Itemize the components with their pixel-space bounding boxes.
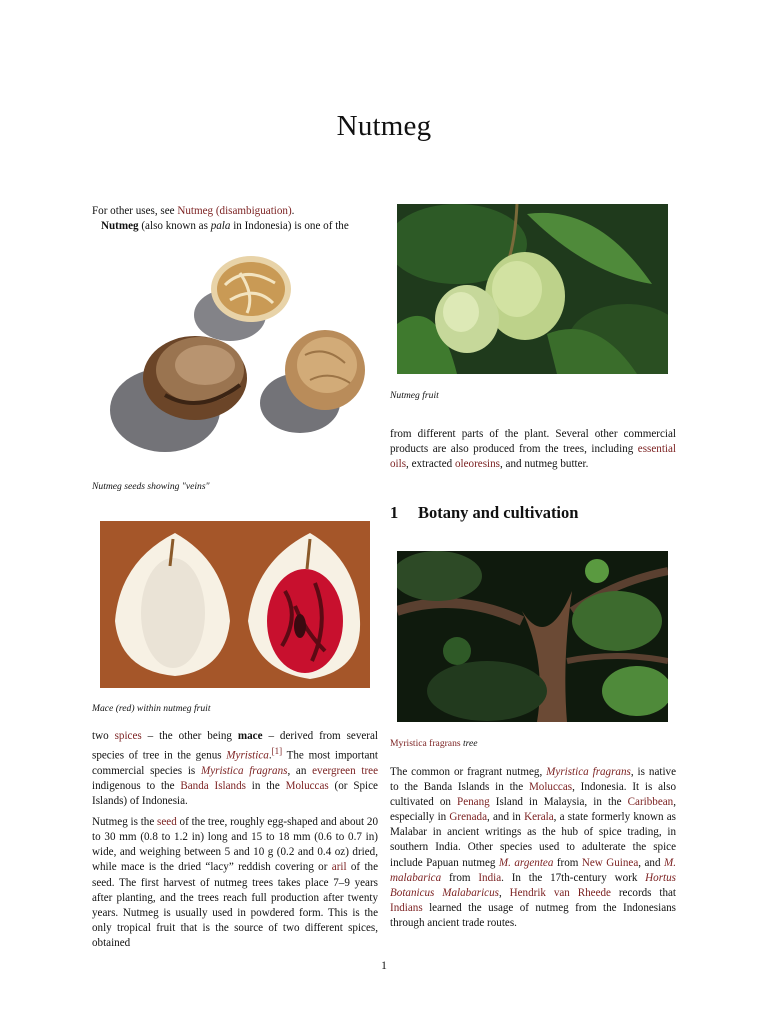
mace-term: mace: [237, 730, 263, 742]
myristica-fragrans-link-2[interactable]: Myristica fragrans: [546, 766, 631, 778]
body-paragraph-2: [92, 815, 378, 951]
body-paragraph-1: [92, 729, 378, 809]
text: (or Spice Islands) of Indonesia.: [92, 779, 378, 808]
right-continuation: [390, 427, 676, 472]
myristica-link[interactable]: Myristica: [226, 749, 269, 762]
section-title: Botany and cultivation: [418, 503, 579, 522]
text: – derived from several species of tree in the genus: [92, 730, 378, 762]
text: indigenous to the: [92, 779, 181, 792]
hatnote-suffix: .: [291, 205, 295, 217]
page-title: Nutmeg: [336, 110, 432, 142]
essential-oils-link[interactable]: essential oils: [390, 443, 676, 471]
penang-link[interactable]: Penang: [457, 796, 490, 809]
text: , Indonesia. It is also cultivated on: [390, 781, 676, 809]
reference-link[interactable]: [1]: [271, 746, 283, 757]
banda-islands-link[interactable]: Banda Islands: [180, 779, 246, 792]
van-rheede-link[interactable]: Hendrik van Rheede: [509, 886, 611, 899]
moluccas-link-2[interactable]: Moluccas: [528, 781, 573, 794]
text: Nutmeg is the: [92, 816, 158, 829]
indians-link[interactable]: Indians: [390, 901, 423, 914]
tree-image: [397, 551, 668, 722]
section-heading: [390, 503, 578, 523]
text: . In the 17th-century work: [501, 871, 646, 884]
moluccas-link[interactable]: Moluccas: [285, 779, 329, 792]
text: , a state formerly known as Malabar in ancient writings as the hub of spice trading, in southern India. Other species used to adulterate the spice include Papuan nutmeg: [390, 811, 676, 869]
hortus-link[interactable]: Hortus Botanicus Malabaricus: [390, 871, 676, 899]
aril-link[interactable]: aril: [331, 861, 347, 874]
caribbean-link[interactable]: Caribbean: [627, 796, 674, 809]
text: , and in: [487, 811, 525, 824]
text: , and nutmeg butter.: [499, 458, 589, 471]
caption-fruit: Nutmeg fruit: [390, 390, 439, 401]
myristica-fragrans-link[interactable]: Myristica fragrans: [200, 764, 288, 777]
text: from different parts of the plant. Several other commercial products are also produced from the trees, including: [390, 428, 676, 456]
text: , especially in: [390, 796, 676, 824]
hatnote-prefix: For other uses, see: [92, 205, 178, 217]
body-paragraph-4: [390, 765, 676, 931]
text: two: [92, 730, 115, 742]
pala-term: pala: [210, 220, 231, 233]
text: , extracted: [406, 458, 455, 471]
grenada-link[interactable]: Grenada: [449, 811, 487, 824]
text: records that: [610, 886, 677, 899]
text: of the seed. The first harvest of nutmeg trees takes place 7–9 years after planting, and the trees reach full production after twenty years. Nutmeg is usually used in powdered form. This is the only tropical fruit that is the source of two different spices, obtained: [92, 861, 379, 949]
text: of the tree, roughly egg-shaped and about 20 to 30 mm (0.8 to 1.2 in) long and 15 to 18 mm (0.6 to 0.7 in) wide, and weighing between 5 and 10 g (0.2 and 0.4 oz) dried, while mace is the dried “lacy” reddish covering or: [92, 816, 379, 874]
botany-body: [390, 765, 676, 931]
left-body: [92, 729, 378, 951]
section-number: 1: [390, 503, 399, 522]
text: , an: [287, 764, 313, 777]
intro-text-b: in Indonesia) is one of the: [230, 220, 349, 233]
hatnote: [92, 204, 378, 219]
text: – the other being: [141, 730, 238, 742]
text: The most important commercial species is: [92, 749, 379, 777]
text: , is native to the Banda Islands in the: [390, 766, 676, 794]
text: Island in Malaysia, in the: [489, 796, 628, 809]
m-malabarica-link[interactable]: M. malabarica: [390, 856, 676, 884]
evergreen-tree-link[interactable]: evergreen tree: [312, 764, 378, 777]
text: ,: [498, 886, 510, 899]
nutmeg-seeds-image: [105, 245, 375, 460]
oleoresins-link[interactable]: oleoresins: [455, 458, 500, 471]
text: learned the usage of nutmeg from the Indonesians through ancient trade routes.: [390, 901, 676, 929]
text: , and: [638, 856, 664, 869]
nutmeg-fruit-image: [397, 204, 668, 374]
tree-caption-suffix: tree: [460, 738, 478, 749]
text: in the: [245, 779, 286, 792]
intro-sentence: [92, 219, 378, 234]
seed-link[interactable]: seed: [157, 816, 177, 829]
bold-term: Nutmeg: [101, 220, 139, 233]
caption-tree: [390, 738, 478, 749]
spices-link[interactable]: spices: [114, 730, 142, 742]
text: from: [553, 856, 582, 869]
m-argentea-link[interactable]: M. argentea: [498, 856, 554, 869]
page-number: 1: [381, 960, 387, 972]
text: .: [268, 749, 272, 762]
kerala-link[interactable]: Kerala: [524, 811, 554, 824]
intro-block: [92, 204, 378, 234]
india-link[interactable]: India: [478, 871, 502, 884]
body-paragraph-3: [390, 427, 676, 472]
tree-caption-link[interactable]: Myristica fragrans: [390, 738, 461, 749]
caption-mace: Mace (red) within nutmeg fruit: [92, 703, 211, 714]
new-guinea-link[interactable]: New Guinea: [581, 856, 639, 869]
disambiguation-link[interactable]: Nutmeg (disambiguation): [177, 205, 292, 217]
text: The common or fragrant nutmeg,: [390, 766, 547, 778]
intro-text-a: (also known as: [138, 220, 211, 233]
caption-seeds: Nutmeg seeds showing "veins": [92, 481, 210, 492]
text: from: [441, 871, 479, 884]
mace-image: [100, 521, 370, 688]
